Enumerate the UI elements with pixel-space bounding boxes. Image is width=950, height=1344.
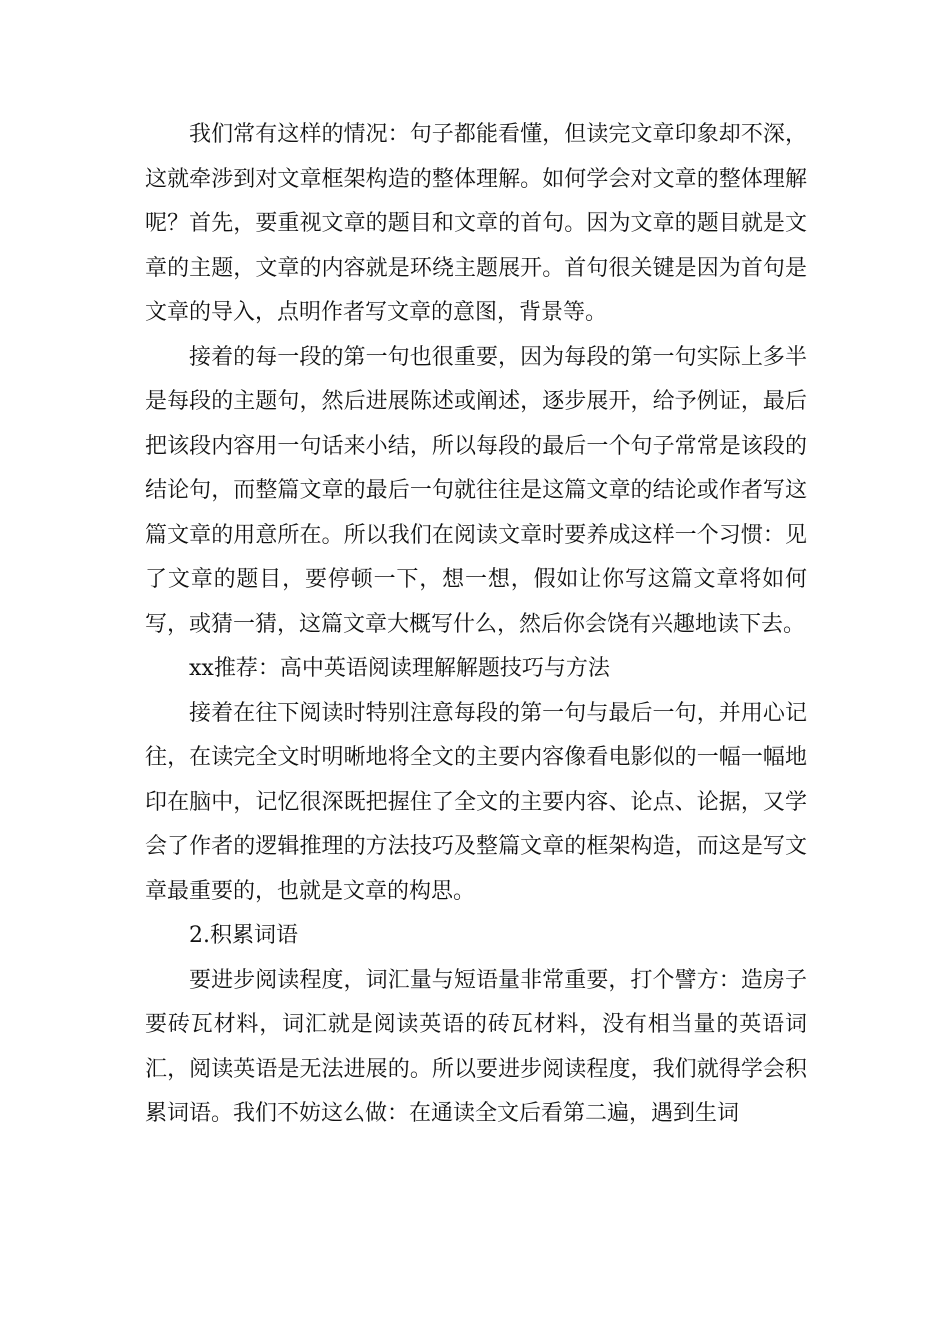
paragraph-first-sentence: 接着的每一段的第一句也很重要，因为每段的第一句实际上多半是每段的主题句，然后进展陈述或阐述，逐步展开，给予例证，最后把该段内容用一句话来小结，所以每段的最后一个句子常常是该段的结论句，而整篇文章的最后一句就往往是这篇文章的结论或作者写这篇文章的用意所在。所以我们在阅读文章时要养成这样一个习惯：见了文章的题目，要停顿一下，想一想，假如让你写这篇文章将如何写，或猜一猜，这篇文章大概写什么，然后你会饶有兴趣地读下去。: [145, 344, 807, 637]
paragraph-reading-focus: 接着在往下阅读时特别注意每段的第一句与最后一句，并用心记往，在读完全文时明晰地将全文的主要内容像看电影似的一幅一幅地印在脑中，记忆很深既把握住了全文的主要内容、论点、论据，又学会了作者的逻辑推理的方法技巧及整篇文章的框架构造，而这是写文章最重要的，也就是文章的构思。: [145, 700, 807, 904]
document-body: [145, 113, 807, 1137]
section-heading-vocabulary: 2.积累词语: [189, 923, 298, 948]
paragraph-vocabulary: 要进步阅读程度，词汇量与短语量非常重要，打个譬方：造房子要砖瓦材料，词汇就是阅读英语的砖瓦材料，没有相当量的英语词汇，阅读英语是无法进展的。所以要进步阅读程度，我们就得学会积累词语。我们不妨这么做：在通读全文后看第二遍，遇到生词: [145, 967, 807, 1126]
paragraph-intro: 我们常有这样的情况：句子都能看懂，但读完文章印象却不深，这就牵涉到对文章框架构造的整体理解。如何学会对文章的整体理解呢？首先，要重视文章的题目和文章的首句。因为文章的题目就是文章的主题，文章的内容就是环绕主题展开。首句很关键是因为首句是文章的导入，点明作者写文章的意图，背景等。: [145, 122, 807, 325]
recommendation-line: xx推荐：高中英语阅读理解解题技巧与方法: [189, 656, 610, 681]
